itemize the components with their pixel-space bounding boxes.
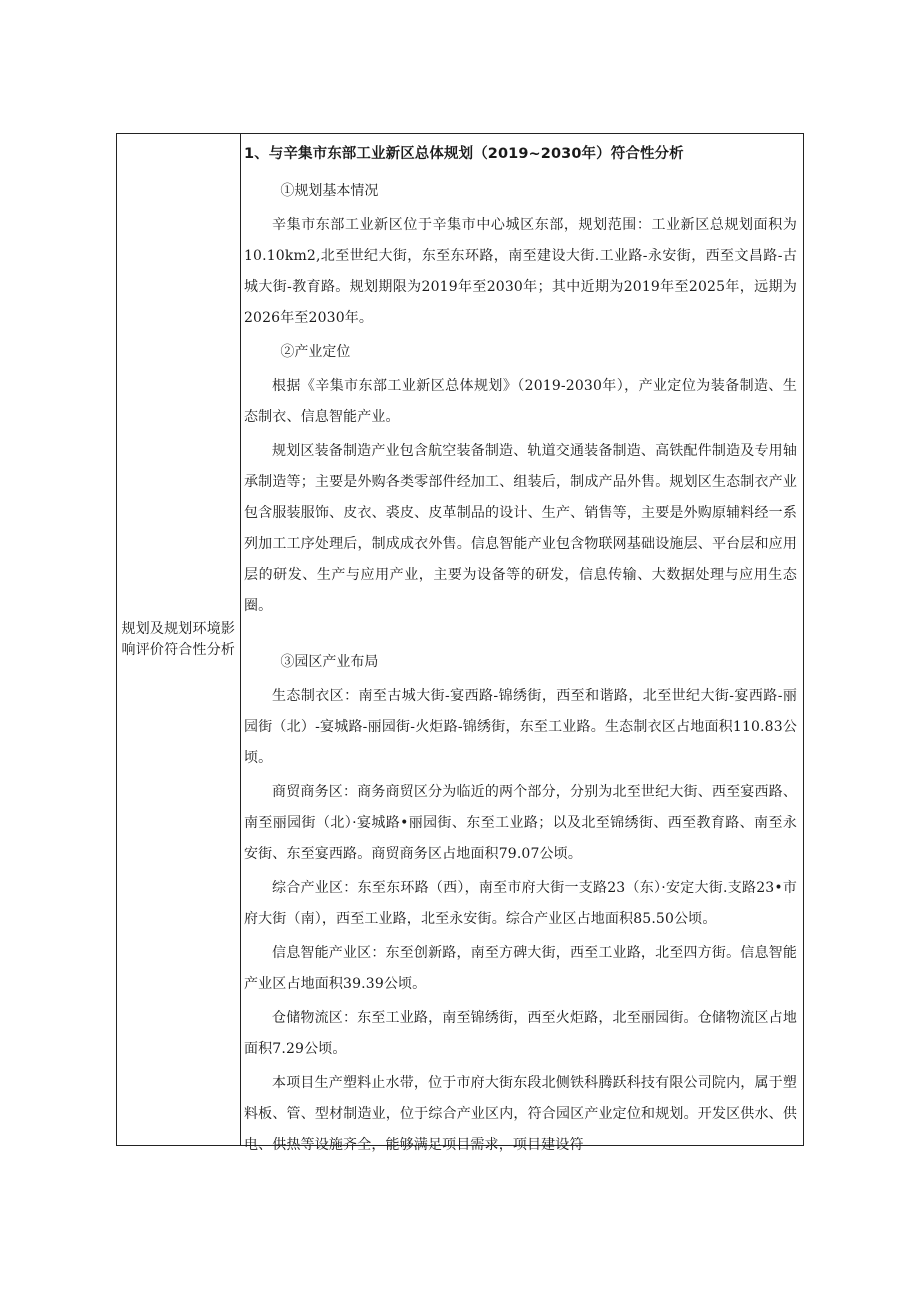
category-label: 规划及规划环境影响评价符合性分析 — [121, 620, 236, 658]
paragraph-smart-info-zone: 信息智能产业区：东至创新路，南至方碑大街，西至工业路，北至四方街。信息智能产业区占地面积39.39公顷。 — [244, 945, 797, 992]
spacer — [244, 625, 797, 647]
subsection-title-plan-basics: ①规划基本情况 — [280, 183, 379, 199]
paragraph-project-compliance: 本项目生产塑料止水带，位于市府大街东段北侧铁科腾跃科技有限公司院内，属于塑料板、管、型材制造业，位于综合产业区内，符合园区产业定位和规划。开发区供水、供电、供热等设施齐全，能够满足项目需求，项目建设符 — [244, 1075, 797, 1153]
assessment-table — [116, 133, 804, 1153]
paragraph-integrated-industry-zone: 综合产业区：东至东环路（西），南至市府大街一支路23（东）·安定大街.支路23•市府大街（南），西至工业路，北至永安街。综合产业区占地面积85.50公顷。 — [244, 880, 797, 927]
paragraph-eco-apparel-zone: 生态制衣区：南至古城大街-宴西路-锦绣街，西至和谐路，北至世纪大街-宴西路-丽园街（北）-宴城路-丽园街-火炬路-锦绣街，东至工业路。生态制衣区占地面积110.83公顷。 — [244, 688, 797, 766]
paragraph-plan-scope: 辛集市东部工业新区位于辛集市中心城区东部，规划范围：工业新区总规划面积为10.10km2,北至世纪大街，东至东环路，南至建设大街.工业路-永安街，西至文昌路-古城大街-教育路。规划期限为2019年至2030年；其中近期为2019年至2025年，远期为2026年至2030年。 — [244, 217, 797, 326]
paragraph-commerce-zone: 商贸商务区：商务商贸区分为临近的两个部分，分别为北至世纪大街、西至宴西路、南至丽园街（北）·宴城路•丽园街、东至工业路；以及北至锦绣街、西至教育路、南至永安街、东至宴西路。商贸商务区占地面积79.07公顷。 — [244, 784, 797, 862]
content-cell — [241, 134, 803, 1153]
paragraph-industry-positioning: 根据《辛集市东部工业新区总体规划》（2019-2030年），产业定位为装备制造、生态制衣、信息智能产业。 — [244, 378, 797, 425]
subsection-title-park-layout: ③园区产业布局 — [280, 654, 379, 670]
paragraph-logistics-zone: 仓储物流区：东至工业路，南至锦绣街，西至火炬路，北至丽园街。仓储物流区占地面积7.29公顷。 — [244, 1010, 797, 1057]
subsection-title-industry-positioning: ②产业定位 — [280, 344, 351, 360]
category-cell — [117, 134, 241, 1145]
paragraph-industry-details: 规划区装备制造产业包含航空装备制造、轨道交通装备制造、高铁配件制造及专用轴承制造等；主要是外购各类零部件经加工、组装后，制成产品外售。规划区生态制衣产业包含服装服饰、皮衣、裘皮、皮革制品的设计、生产、销售等，主要是外购原辅料经一系列加工工序处理后，制成成衣外售。信息智能产业包含物联网基础设施层、平台层和应用层的研发、生产与应用产业，主要为设备等的研发，信息传输、大数据处理与应用生态圈。 — [244, 443, 797, 614]
section-heading: 1、与辛集市东部工业新区总体规划（2019~2030年）符合性分析 — [244, 146, 684, 162]
